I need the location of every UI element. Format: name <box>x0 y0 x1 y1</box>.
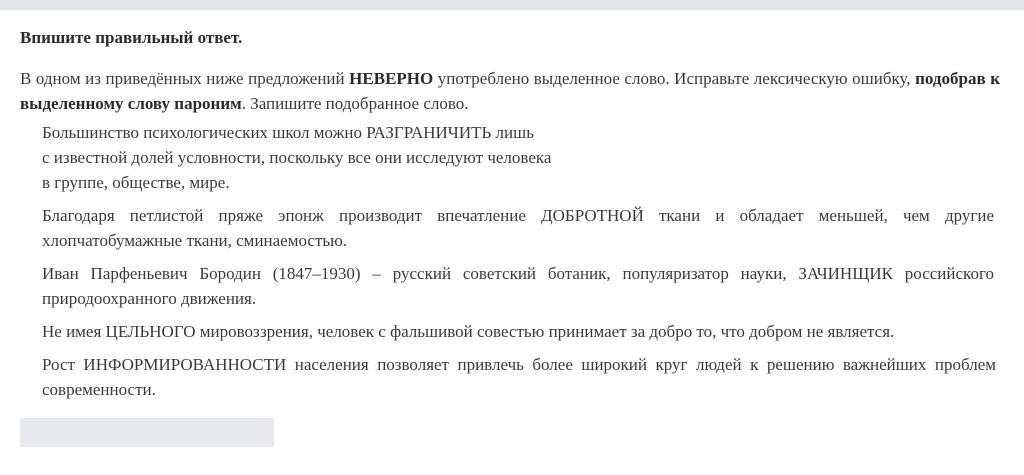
instructions-text-2: употреблено выделенное слово. Исправьте лексическую ошибку, <box>433 69 916 88</box>
sentence-1-line-1: Большинство психологических школ можно РАЗГРАНИЧИТЬ лишь <box>42 123 534 142</box>
sentence-2: Благодаря петлистой пряже эпонж производит впечатление ДОБРОТНОЙ ткани и обладает меньшей, чем другие хлопчатобумажные ткани, сминаемостью. <box>42 206 994 250</box>
instructions-emphasis-paronym: подобрав к выделенному слову пароним <box>20 69 1000 113</box>
instructions-text-1: В одном из приведённых ниже предложений <box>20 69 350 88</box>
task-instructions <box>20 66 1000 116</box>
instructions-text-3: . Запишите подобранное слово. <box>241 94 469 113</box>
sentence-3: Иван Парфеньевич Бородин (1847–1930) – русский советский ботаник, популяризатор науки, ЗАЧИНЩИК российского природоохранного движения. <box>42 264 994 308</box>
answer-input[interactable] <box>20 418 274 447</box>
sentence-1-line-3: в группе, обществе, мире. <box>42 173 230 192</box>
sentence-5: Рост ИНФОРМИРОВАННОСТИ населения позволяет привлечь более широкий круг людей к решению важнейших проблем современности. <box>42 355 996 399</box>
top-bar <box>0 0 1024 10</box>
sentence-4: Не имея ЦЕЛЬНОГО мировоззрения, человек с фальшивой совестью принимает за добро то, что добром не является. <box>42 322 895 341</box>
sentence-1 <box>42 120 602 195</box>
instructions-emphasis-incorrect: НЕВЕРНО <box>349 69 434 88</box>
sentence-1-line-2: с известной долей условности, поскольку все они исследуют человека <box>42 148 552 167</box>
task-heading: Впишите правильный ответ. <box>20 28 243 47</box>
